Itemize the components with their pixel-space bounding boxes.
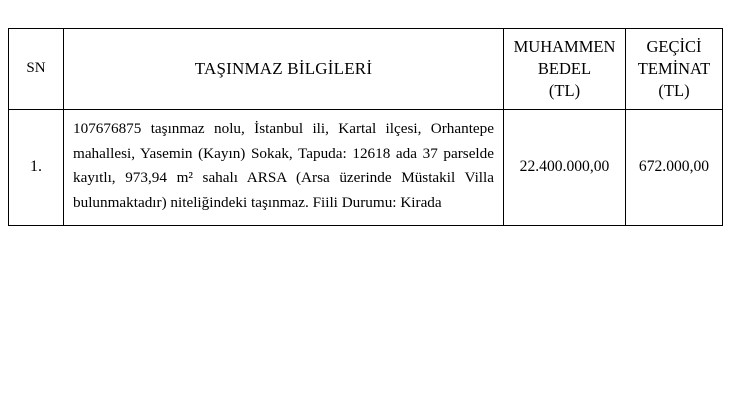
temporary-guarantee-line-2: TEMİNAT xyxy=(637,59,711,79)
cell-temporary-guarantee: 672.000,00 xyxy=(626,110,723,226)
property-listing-table xyxy=(8,28,723,226)
cell-row-number: 1. xyxy=(9,110,64,226)
column-header-temporary-guarantee xyxy=(626,29,723,110)
temporary-guarantee-line-1: GEÇİCİ xyxy=(646,37,702,57)
table-row xyxy=(9,110,723,226)
estimated-value-line-3: (TL) xyxy=(548,80,581,100)
cell-property-info: 107676875 taşınmaz nolu, İstanbul ili, Kartal ilçesi, Orhantepe mahallesi, Yasemin (Kayın) Sokak, Tapuda: 12618 ada 37 parselde kayıtlı, 973,94 m² sahalı ARSA (Arsa üzerinde Müstakil Villa bulunmaktadır) niteliğindeki taşınmaz. Fiili Durumu: Kirada xyxy=(64,110,504,226)
cell-estimated-value: 22.400.000,00 xyxy=(504,110,626,226)
temporary-guarantee-line-3: (TL) xyxy=(658,80,690,100)
column-header-sn: SN xyxy=(9,29,64,110)
estimated-value-line-1: MUHAMMEN xyxy=(513,37,616,57)
table-header xyxy=(9,29,723,110)
estimated-value-line-2: BEDEL xyxy=(537,59,592,79)
table-body xyxy=(9,110,723,226)
column-header-estimated-value xyxy=(504,29,626,110)
column-header-property-info: TAŞINMAZ BİLGİLERİ xyxy=(64,29,504,110)
table-header-row xyxy=(9,29,723,110)
